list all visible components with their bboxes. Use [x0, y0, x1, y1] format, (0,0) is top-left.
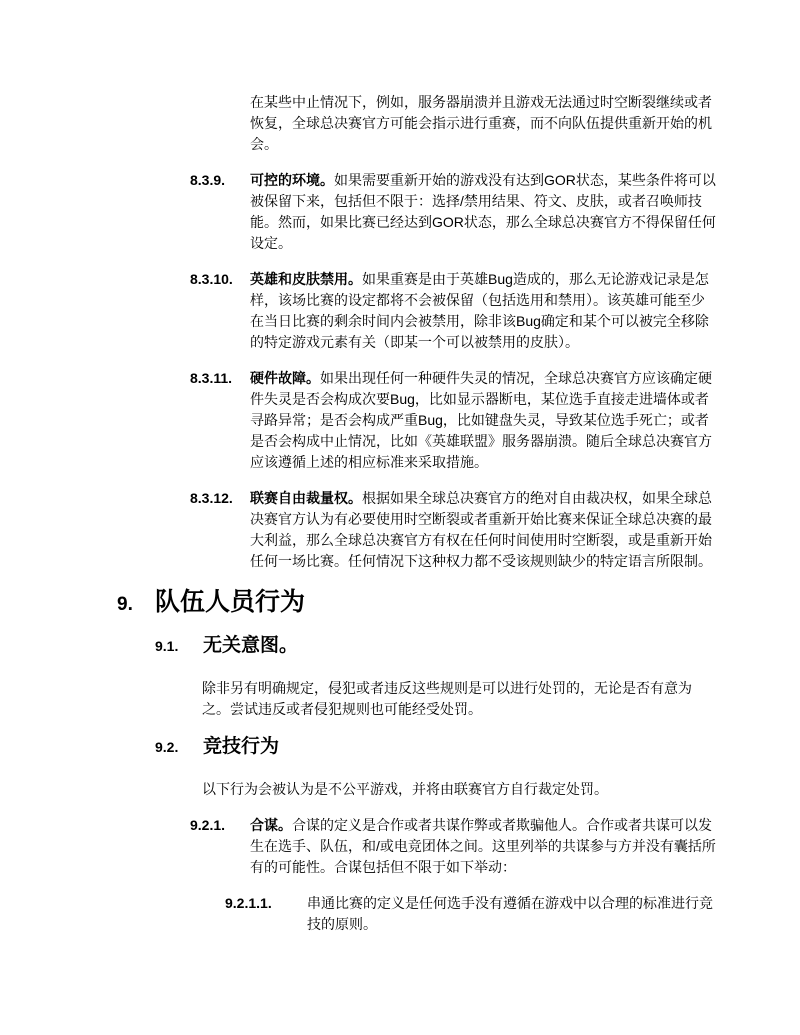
section-9-1-heading	[155, 634, 800, 658]
clause-number: 8.3.9.	[190, 172, 226, 188]
clause-term: 可控的环境。	[250, 172, 334, 188]
section-9-number: 9.	[117, 594, 133, 615]
clause-term: 联赛自由裁量权。	[250, 490, 362, 506]
clause-8-3-11	[190, 368, 800, 473]
clause-text: 串通比赛的定义是任何选手没有遵循在游戏中以合理的标准进行竞技的原则。	[307, 895, 713, 932]
clause-term: 合谋。	[250, 817, 292, 833]
clause-number: 9.2.1.	[190, 817, 226, 833]
clause-term: 英雄和皮肤禁用。	[250, 271, 362, 287]
section-9-1-title: 无关意图。	[203, 635, 299, 656]
section-9-1-paragraph: 除非另有明确规定，侵犯或者违反这些规则是可以进行处罚的，无论是否有意为之。尝试违反或者侵犯规则也可能经受处罚。	[202, 680, 692, 717]
clause-body	[307, 893, 718, 935]
section-9-1-number: 9.1.	[155, 638, 179, 654]
clause-body	[250, 488, 718, 572]
clause-term: 硬件故障。	[250, 370, 320, 386]
clause-9-2-1-1	[225, 893, 800, 935]
section-9-2-title: 竞技行为	[203, 736, 280, 757]
clause-number: 9.2.1.1.	[225, 895, 272, 911]
clause-text: 如果出现任何一种硬件失灵的情况，全球总决赛官方应该确定硬件失灵是否会构成次要Bug，比如显示器断电，某位选手直接走进墙体或者寻路异常；是否会构成严重Bug，比如键盘失灵，导致某位选手死亡；或者是否会构成中止情况，比如《英雄联盟》服务器崩溃。随后全球总决赛官方应该遵循上述的相应标准来采取措施。	[250, 370, 712, 470]
clause-text: 合谋的定义是合作或者共谋作弊或者欺骗他人。合作或者共谋可以发生在选手、队伍，和/或电竞团体之间。这里列举的共谋参与方并没有囊括所有的可能性。合谋包括但不限于如下举动：	[250, 817, 716, 875]
clause-body	[250, 269, 718, 353]
clause-8-3-9	[190, 170, 800, 254]
clause-body	[250, 170, 718, 254]
clause-9-2-1	[190, 815, 800, 878]
section-9-2-paragraph: 以下行为会被认为是不公平游戏，并将由联赛官方自行裁定处罚。	[202, 781, 608, 797]
intro-continuation-paragraph: 在某些中止情况下，例如，服务器崩溃并且游戏无法通过时空断裂继续或者恢复，全球总决赛官方可能会指示进行重赛，而不向队伍提供重新开始的机会。	[250, 94, 712, 152]
clause-number: 8.3.12.	[190, 490, 233, 506]
clause-text: 如果重赛是由于英雄Bug造成的，那么无论游戏记录是怎样，该场比赛的设定都将不会被保留（包括选用和禁用）。该英雄可能至少在当日比赛的剩余时间内会被禁用，除非该Bug确定和某个可以被完全移除的特定游戏元素有关（即某一个可以被禁用的皮肤）。	[250, 271, 709, 350]
section-9-2-number: 9.2.	[155, 739, 179, 755]
clause-body	[250, 815, 718, 878]
clause-number: 8.3.11.	[190, 370, 233, 386]
section-9-2-heading	[155, 735, 800, 759]
section-9-heading	[117, 587, 800, 620]
clause-8-3-10	[190, 269, 800, 353]
clause-number: 8.3.10.	[190, 271, 233, 287]
clause-text: 如果需要重新开始的游戏没有达到GOR状态，某些条件将可以被保留下来，包括但不限于：选择/禁用结果、符文、皮肤，或者召唤师技能。然而，如果比赛已经达到GOR状态，那么全球总决赛官方不得保留任何设定。	[250, 172, 716, 251]
clause-8-3-12	[190, 488, 800, 572]
clause-text: 根据如果全球总决赛官方的绝对自由裁决权，如果全球总决赛官方认为有必要使用时空断裂或者重新开始比赛来保证全球总决赛的最大利益，那么全球总决赛官方有权在任何时间使用时空断裂，或是重新开始任何一场比赛。任何情况下这种权力都不受该规则缺少的特定语言所限制。	[250, 490, 712, 569]
section-9-title: 队伍人员行为	[155, 588, 306, 616]
clause-body	[250, 368, 718, 473]
